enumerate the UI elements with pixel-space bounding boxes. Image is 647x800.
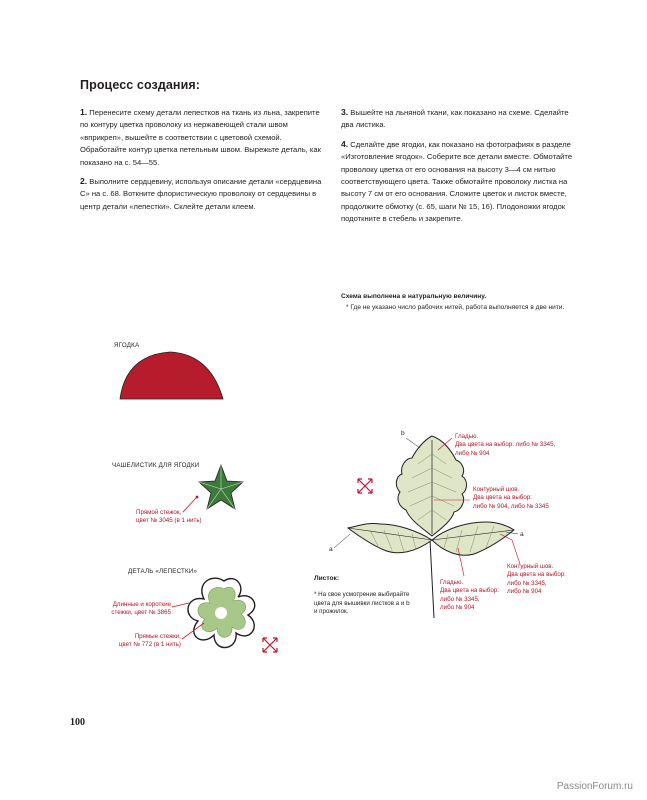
berry-shape xyxy=(120,352,223,399)
sepal-label: ЧАШЕЛИСТИК ДЛЯ ЯГОДКИ xyxy=(112,462,200,469)
leaf-annotation-bottom: Гладью. Два цвета на выбор: либо № 3345, либо № 904 xyxy=(440,579,499,612)
step-2: 2. Выполните сердцевину, используя описание детали «сердцевина С» на с. 68. Воткните флористическую проволоку от сердцевины в центр детали «лепестки». Склейте детали клеем. xyxy=(80,176,322,211)
leaf-annotation-top: Гладью. Два цвета на выбор: либо № 3345, либо № 904 xyxy=(455,433,556,457)
petals-stitch-note-1: Длинные и короткие стежки, цвет № 3865 xyxy=(111,601,171,617)
expand-arrows-icon xyxy=(358,479,372,493)
leaf-marker-a-left: a xyxy=(329,546,333,553)
petals-label: ДЕТАЛЬ «ЛЕПЕСТКИ» xyxy=(128,568,198,575)
berry-label: ЯГОДКА xyxy=(114,342,140,349)
sepal-star xyxy=(199,465,243,509)
page-title: Процесс создания: xyxy=(80,78,201,92)
leaf-title: Листок: xyxy=(314,575,340,582)
scheme-note-title: Схема выполнена в натуральную величину. xyxy=(341,293,487,300)
expand-arrows-icon xyxy=(263,638,277,652)
sepal-stitch-note: Прямой стежок, цвет № 3045 (в 1 нить) xyxy=(136,509,202,525)
step-3: 3. Вышейте на льняной ткани, как показано на схеме. Сделайте два листика. xyxy=(341,107,569,130)
petals-stitch-note-2: Прямые стежки, цвет № 772 (в 1 нить) xyxy=(118,633,181,649)
leaf-annotation-middle: Контурный шов. Два цвета на выбор: либо № 904, либо № 3345 xyxy=(473,486,549,510)
step-4: 4. Сделайте две ягодки, как показано на фотографиях в разделе «Изготовление ягодок». Соберите все детали вместе. Обмотайте проволоку цветка от его основания на высоту 3—4 см нитью соответствующего цвета. Также обмотайте проволоку листка на высоту 7 см от его основания. Сложите цветок и листок вместе, продолжите обмотку (с. 65, шаги № 15, 16). Плодоножки ягодок подоткните в стебель и закрепите. xyxy=(341,138,573,224)
page-number: 100 xyxy=(70,717,85,728)
leaf-marker-b: b xyxy=(401,430,405,437)
leaf-annotation-right: Контурный шов. Два цвета на выбор: либо № 3345, либо № 904 xyxy=(507,563,566,596)
watermark: PassionForum.ru xyxy=(556,781,633,792)
step-1: 1. Перенесите схему детали лепестков на ткань из льна, закрепите по контуру цветка проволоку из нержавеющей стали швом «вприкреп», вышейте в соответствии с цветовой схемой. Обработайте контур цветка петельным швом. Вырежьте деталь, как показано на с. 54—55. xyxy=(80,107,321,167)
leaf-note: * На свое усмотрение выбирайте цвета для вышивки листков a и b и прожилок. xyxy=(314,591,410,616)
scheme-note-text: * Где не указано число рабочих нитей, работа выполняется в две нити. xyxy=(346,304,565,311)
leaf-marker-a-right: a xyxy=(520,531,524,538)
petals-flower xyxy=(188,578,255,647)
